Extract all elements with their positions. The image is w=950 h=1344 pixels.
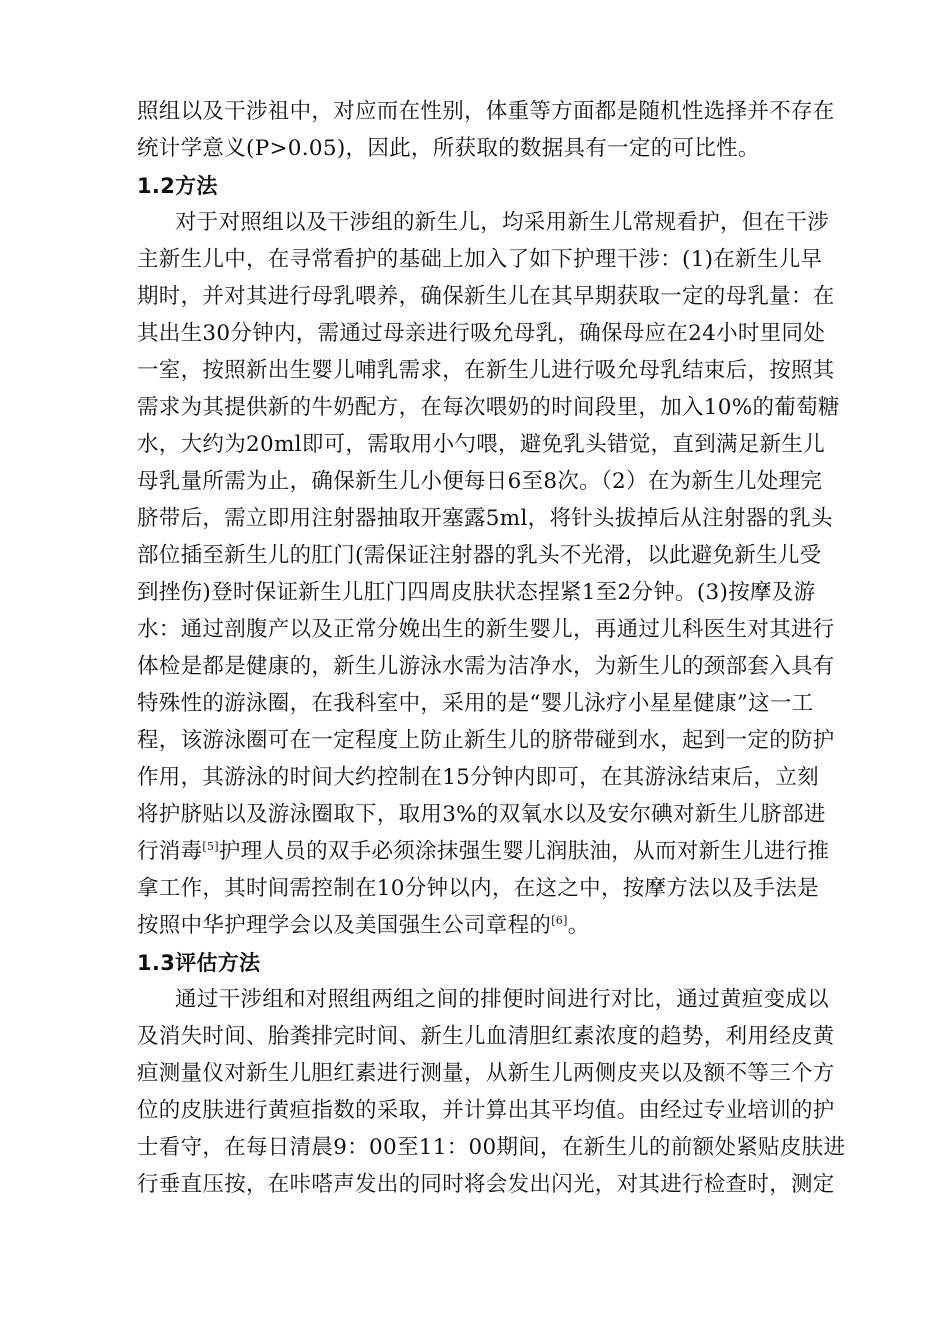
body-text-line: 及消失时间、胎粪排完时间、新生儿血清胆红素浓度的趋势，利用经皮黄	[137, 1024, 835, 1049]
body-text-line	[137, 834, 857, 870]
citation-ref-6: [6]	[551, 913, 568, 927]
body-text-line: 照组以及干涉祖中，对应而在性别，体重等方面都是随机性选择并不存在	[137, 99, 835, 124]
body-text-line: 母乳量所需为止，确保新生儿小便每日6至8次。（2）在为新生儿处理完	[137, 469, 823, 494]
section-heading-evaluation: 1.3评估方法	[137, 951, 261, 975]
body-text-line: 行垂直压按，在咔嗒声发出的同时将会发出闪光，对其进行检查时，测定	[137, 1172, 835, 1197]
section-heading-methods: 1.2方法	[137, 174, 218, 198]
body-text-line: 水：通过剖腹产以及正常分娩出生的新生婴儿，再通过儿科医生对其进行	[137, 617, 835, 642]
body-text-line: 通过干涉组和对照组两组之间的排便时间进行对比，通过黄疸变成以	[175, 987, 830, 1012]
body-text-line: 士看守，在每日清晨9：00至11：00期间，在新生儿的前额处紧贴皮肤进	[137, 1135, 846, 1160]
citation-ref-5: [5]	[202, 839, 219, 853]
body-text-line: 需求为其提供新的牛奶配方，在每次喂奶的时间段里，加入10%的葡萄糖	[137, 395, 840, 420]
body-text-line: 特殊性的游泳圈，在我科室中，采用的是“婴儿泳疗小星星健康”这一工	[137, 691, 814, 716]
body-text-line: 位的皮肤进行黄疸指数的采取，并计算出其平均值。由经过专业培训的护	[137, 1098, 835, 1123]
body-text-line: 一室，按照新出生婴儿哺乳需求，在新生儿进行吸允母乳结束后，按照其	[137, 358, 835, 383]
body-text-line: 水，大约为20ml即可，需取用小勺喂，避免乳头错觉，直到满足新生儿	[137, 432, 826, 457]
body-text-line: 统计学意义(P>0.05)，因此，所获取的数据具有一定的可比性。	[137, 136, 760, 161]
body-text-line: 疸测量仪对新生儿胆红素进行测量，从新生儿两侧皮夹以及额不等三个方	[137, 1061, 835, 1086]
text-segment: 。	[567, 913, 590, 938]
body-text-line: 作用，其游泳的时间大约控制在15分钟内即可，在其游泳结束后，立刻	[137, 765, 819, 790]
body-text-line: 到挫伤)登时保证新生儿肛门四周皮肤状态捏紧1至2分钟。(3)按摩及游	[137, 580, 816, 605]
text-segment: 按照中华护理学会以及美国强生公司章程的	[137, 913, 552, 938]
body-text-line: 主新生儿中，在寻常看护的基础上加入了如下护理干涉：(1)在新生儿早	[137, 247, 823, 272]
body-text-line: 对于对照组以及干涉组的新生儿，均采用新生儿常规看护，但在干涉	[175, 210, 830, 235]
body-text-line	[137, 908, 857, 944]
body-text-line: 期时，并对其进行母乳喂养，确保新生儿在其早期获取一定的母乳量：在	[137, 284, 835, 309]
text-segment: 护理人员的双手必须涂抹强生婴儿润肤油，从而对新生儿进行推	[218, 839, 830, 864]
body-text-line: 程，该游泳圈可在一定程度上防止新生儿的脐带碰到水，起到一定的防护	[137, 728, 835, 753]
body-text-line: 脐带后，需立即用注射器抽取开塞露5ml，将针头拔掉后从注射器的乳头	[137, 506, 833, 531]
text-segment: 行消毒	[137, 839, 203, 864]
body-text-line: 体检是都是健康的，新生儿游泳水需为洁净水，为新生儿的颈部套入具有	[137, 654, 835, 679]
body-text-line: 部位插至新生儿的肛门(需保证注射器的乳头不光滑，以此避免新生儿受	[137, 543, 822, 568]
body-text-line: 拿工作，其时间需控制在10分钟以内，在这之中，按摩方法以及手法是	[137, 876, 819, 901]
body-text-line: 其出生30分钟内，需通过母亲进行吸允母乳，确保母应在24小时里同处	[137, 321, 826, 346]
body-text-line: 将护脐贴以及游泳圈取下，取用3%的双氧水以及安尔碘对新生儿脐部进	[137, 802, 826, 827]
